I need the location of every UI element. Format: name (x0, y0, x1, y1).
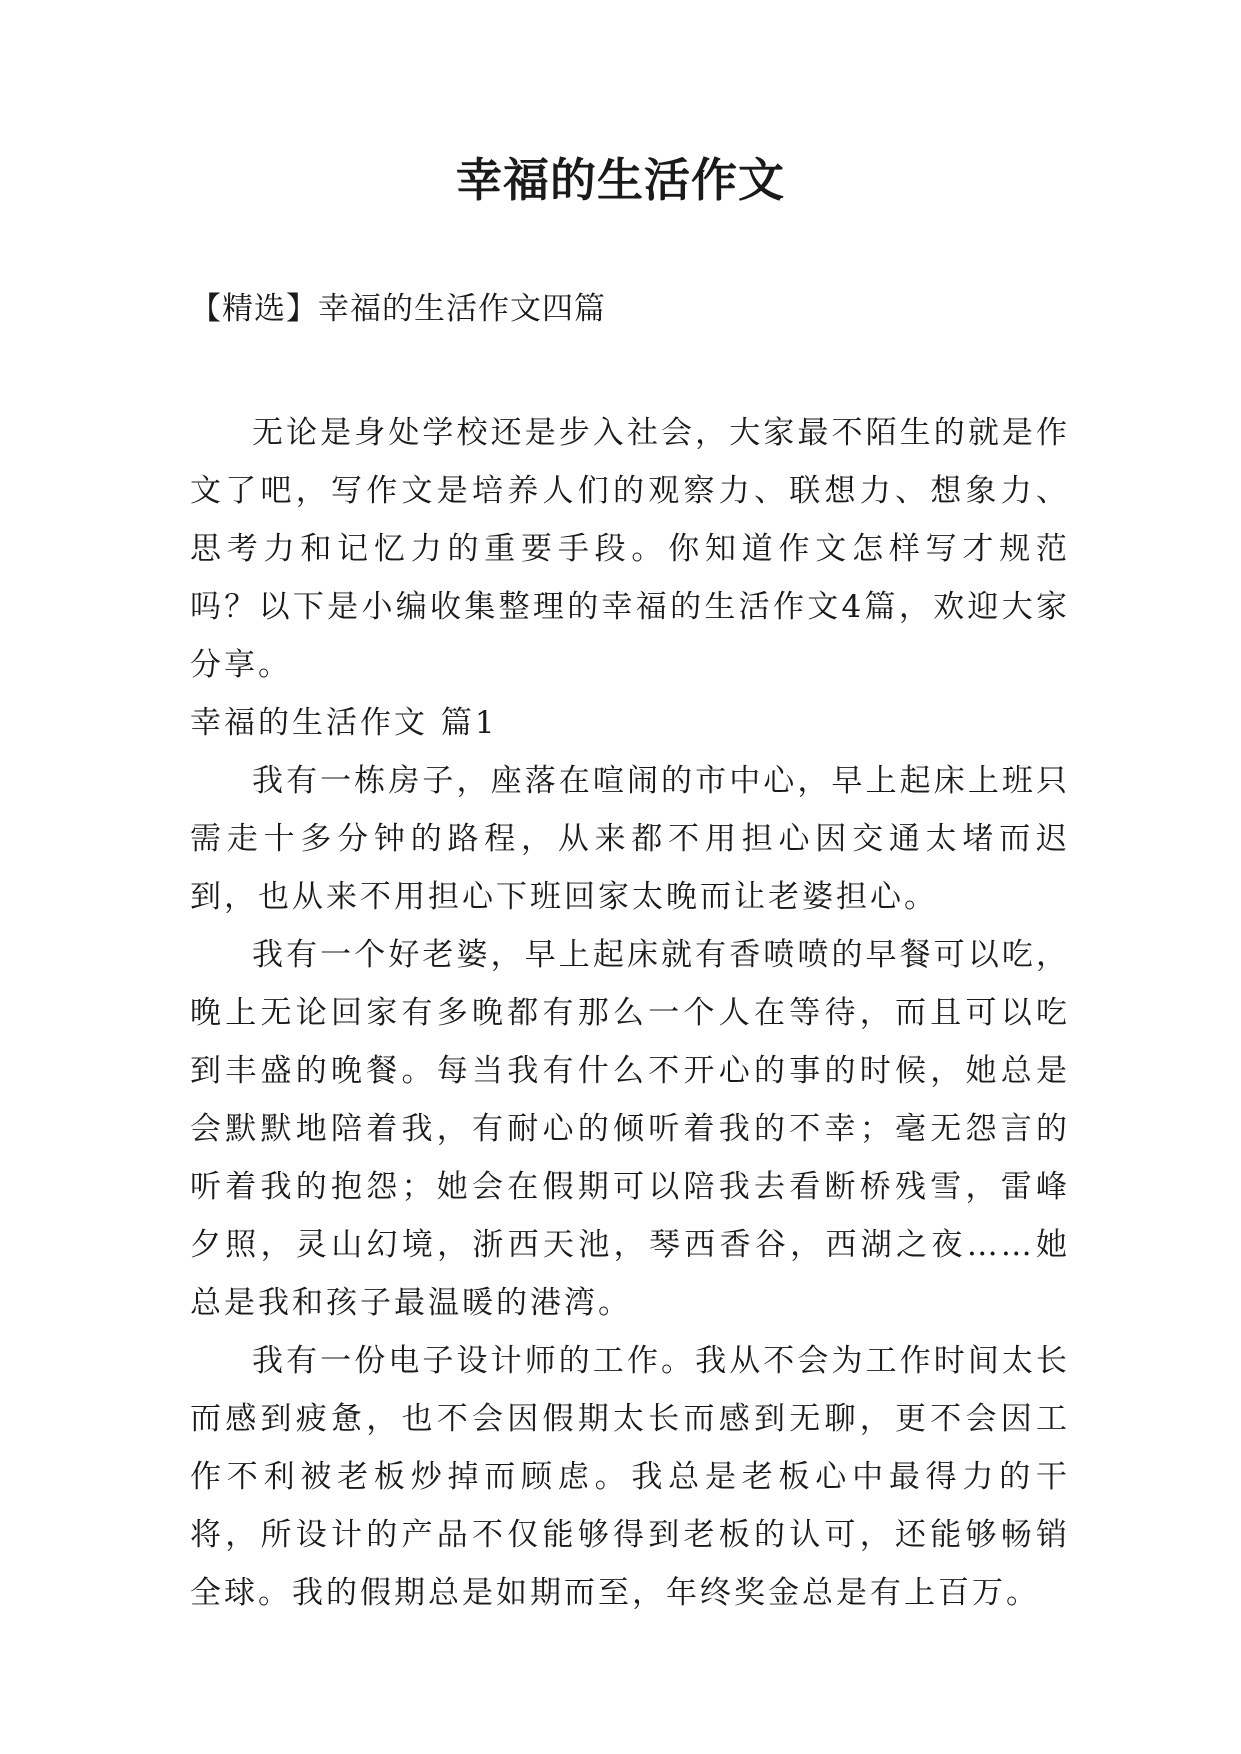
body-paragraph-2: 我有一个好老婆，早上起床就有香喷喷的早餐可以吃，晚上无论回家有多晚都有那么一个人在等待，而且可以吃到丰盛的晚餐。每当我有什么不开心的事的时候，她总是会默默地陪着我，有耐心的倾听着我的不幸；毫无怨言的听着我的抱怨；她会在假期可以陪我去看断桥残雪，雷峰夕照，灵山幻境，浙西天池，琴西香谷，西湖之夜……她总是我和孩子最温暖的港湾。 (190, 937, 1070, 1321)
document-subtitle: 【精选】幸福的生活作文四篇 (190, 291, 606, 327)
body-paragraph-1: 我有一栋房子，座落在喧闹的市中心，早上起床上班只需走十多分钟的路程，从来都不用担心因交通太堵而迟到，也从来不用担心下班回家太晚而让老婆担心。 (190, 763, 1070, 915)
document-body (190, 404, 1070, 1622)
body-paragraph-3: 我有一份电子设计师的工作。我从不会为工作时间太长而感到疲惫，也不会因假期太长而感到无聊，更不会因工作不利被老板炒掉而顾虑。我总是老板心中最得力的干将，所设计的产品不仅能够得到老板的认可，还能够畅销全球。我的假期总是如期而至，年终奖金总是有上百万。 (190, 1343, 1070, 1611)
section-heading: 幸福的生活作文 篇1 (190, 705, 498, 741)
document-title: 幸福的生活作文 (456, 153, 785, 207)
intro-paragraph: 无论是身处学校还是步入社会，大家最不陌生的就是作文了吧，写作文是培养人们的观察力、联想力、想象力、思考力和记忆力的重要手段。你知道作文怎样写才规范吗？以下是小编收集整理的幸福的生活作文4篇，欢迎大家分享。 (190, 415, 1070, 683)
